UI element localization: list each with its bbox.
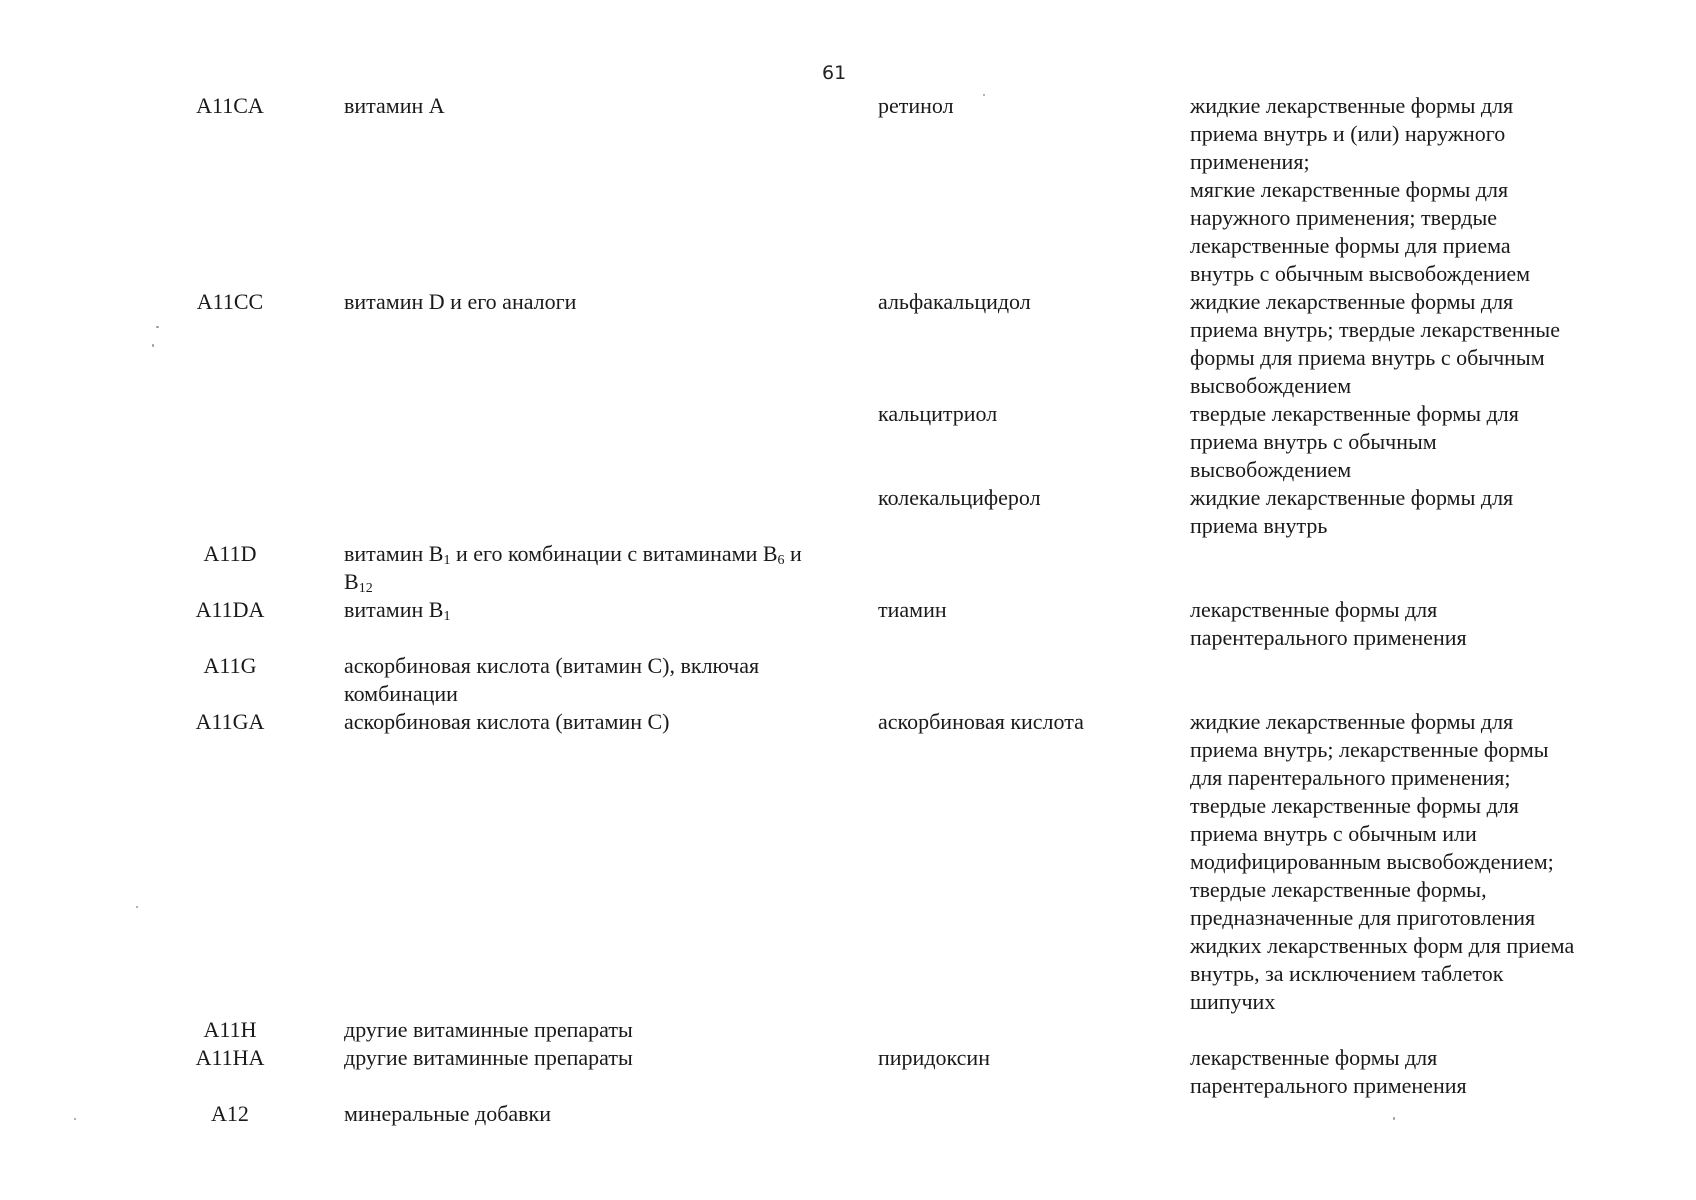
anatomical-therapeutic-group — [344, 596, 864, 624]
scan-speck — [74, 1118, 76, 1120]
atc-code: A11D — [203, 541, 257, 566]
anatomical-therapeutic-group: аскорбиновая кислота (витамин С) — [344, 709, 670, 734]
group-text: витамин В — [344, 541, 444, 566]
anatomical-therapeutic-group: витамин А — [344, 93, 445, 118]
atc-code: A11G — [203, 653, 257, 678]
group-text: и В — [344, 541, 802, 594]
atc-code: A11H — [203, 1017, 257, 1042]
atc-code: A11DA — [195, 597, 265, 622]
anatomical-therapeutic-group: другие витаминные препараты — [344, 1017, 633, 1042]
anatomical-therapeutic-group — [344, 540, 864, 596]
atc-code: A11HA — [195, 1045, 265, 1070]
drug-name: колекальциферол — [878, 485, 1041, 510]
dosage-forms: лекарственные формы для парентерального применения — [1190, 1045, 1467, 1098]
anatomical-therapeutic-group: витамин D и его аналоги — [344, 289, 577, 314]
scan-speck — [136, 906, 138, 908]
page-number: 61 — [822, 62, 847, 84]
scan-speck — [983, 94, 985, 96]
dosage-forms: жидкие лекарственные формы для приема внутрь; лекарственные формы для парентерального применения; твердые лекарственные формы для приема внутрь с обычным или модифицированным высвобождением; твердые лекарственные формы, предназначенные для приготовления жидких лекарственных форм для приема внутрь, за исключением таблеток шипучих — [1190, 709, 1575, 1014]
subscript: 6 — [777, 553, 785, 568]
drug-name: тиамин — [878, 597, 947, 622]
atc-code: A12 — [211, 1101, 249, 1126]
anatomical-therapeutic-group: минеральные добавки — [344, 1101, 552, 1126]
subscript: 1 — [443, 553, 451, 568]
scan-speck — [156, 326, 159, 328]
group-text: и его комбинации с витаминами В — [450, 541, 778, 566]
drug-name: кальцитриол — [878, 401, 998, 426]
atc-code: A11GA — [195, 709, 265, 734]
dosage-forms: жидкие лекарственные формы для приема внутрь и (или) наружного применения; мягкие лекарственные формы для наружного применения; твердые лекарственные формы для приема внутрь с обычным высвобождением — [1190, 93, 1531, 286]
drug-name: пиридоксин — [878, 1045, 990, 1070]
drug-name: альфакальцидол — [878, 289, 1031, 314]
anatomical-therapeutic-group: аскорбиновая кислота (витамин С), включая комбинации — [344, 653, 760, 706]
drug-name: ретинол — [878, 93, 954, 118]
subscript: 12 — [358, 581, 373, 596]
scan-speck — [152, 344, 154, 347]
group-text: витамин В — [344, 597, 444, 622]
subscript: 1 — [443, 609, 451, 624]
dosage-forms: твердые лекарственные формы для приема внутрь с обычным высвобождением — [1190, 401, 1519, 482]
atc-code: A11CC — [196, 289, 264, 314]
atc-code: A11CA — [196, 93, 264, 118]
drug-name: аскорбиновая кислота — [878, 709, 1084, 734]
dosage-forms: лекарственные формы для парентерального применения — [1190, 597, 1467, 650]
dosage-forms: жидкие лекарственные формы для приема внутрь; твердые лекарственные формы для приема внутрь с обычным высвобождением — [1190, 289, 1560, 398]
dosage-forms: жидкие лекарственные формы для приема внутрь — [1190, 485, 1514, 538]
anatomical-therapeutic-group: другие витаминные препараты — [344, 1045, 633, 1070]
scan-speck — [1393, 1117, 1395, 1120]
